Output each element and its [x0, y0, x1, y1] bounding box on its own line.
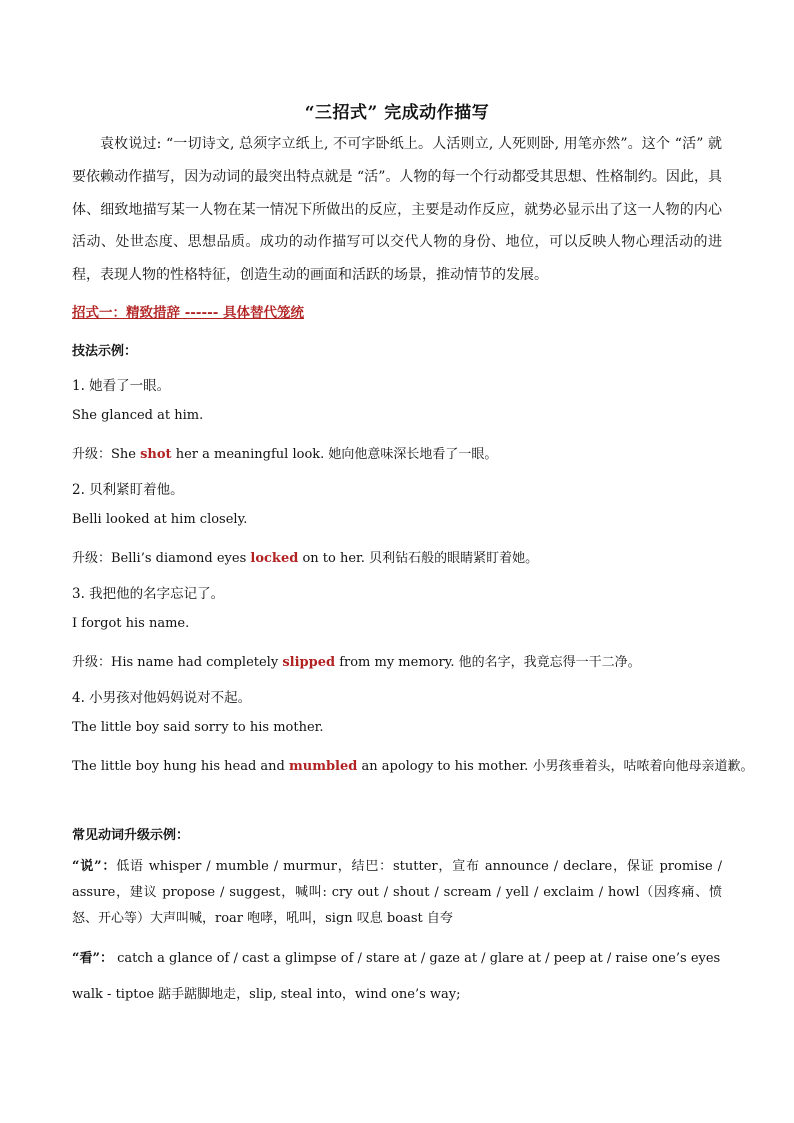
upgrade-suffix: her a meaningful look. 她向他意味深长地看了一眼。: [171, 447, 498, 462]
example-4-english: The little boy said sorry to his mother.: [72, 720, 324, 735]
example-4-chinese: 4. 小男孩对他妈妈说对不起。: [72, 690, 252, 706]
look-label: “看”：: [72, 951, 113, 966]
example-2-upgrade: [72, 547, 722, 566]
upgrade-prefix: The little boy hung his head and: [72, 759, 289, 774]
example-3-english: I forgot his name.: [72, 616, 190, 631]
examples-heading: 技法示例：: [72, 344, 138, 359]
upgrade-prefix: 升级：Belli’s diamond eyes: [72, 551, 251, 566]
upgrade-prefix: 升级：His name had completely: [72, 655, 283, 670]
example-3-upgrade: [72, 651, 722, 670]
say-label: “说”：: [72, 859, 117, 874]
example-1-upgrade: [72, 443, 722, 462]
upgrade-suffix: an apology to his mother. 小男孩垂着头，咕哝着向他母亲道歉。: [357, 759, 754, 774]
walk-verbs-line: walk - tiptoe 踮手踮脚地走，slip, steal into，wind one’s way;: [72, 987, 461, 1002]
example-2-english: Belli looked at him closely.: [72, 512, 248, 527]
say-text: 低语 whisper / mumble / murmur，结巴：stutter，宣布 announce / declare，保证 promise / assure，建议 propose / suggest，喊叫: cry out / shout / scream / yell / exclaim / howl（因疼痛、愤怒、开心等）大声叫喊，roar 咆哮，吼叫，sign 叹息 boast 自夸: [72, 859, 722, 926]
example-4-upgrade: [72, 755, 754, 774]
section-heading-1: 招式一：精致措辞 ------ 具体替代笼统: [72, 305, 305, 321]
highlight-verb: shot: [140, 447, 172, 462]
look-text: catch a glance of / cast a glimpse of / stare at / gaze at / glare at / peep at / raise one’s eyes: [112, 951, 721, 966]
highlight-verb: slipped: [282, 655, 336, 670]
upgrade-suffix: from my memory. 他的名字，我竟忘得一干二净。: [335, 655, 641, 670]
example-1-chinese: 1. 她看了一眼。: [72, 378, 171, 394]
page-title: “三招式” 完成动作描写: [304, 103, 490, 123]
look-verbs-line: [72, 947, 722, 966]
highlight-verb: locked: [250, 551, 299, 566]
example-1-english: She glanced at him.: [72, 408, 204, 423]
intro-paragraph: 袁枚说过: “一切诗文, 总须字立纸上, 不可字卧纸上。人活则立, 人死则卧, 用笔亦然”。这个 “活” 就要依赖动作描写，因为动词的最突出特点就是 “活”。人物的每一个行动都受其思想、性格制约。因此，具体、细致地描写某一人物在某一情况下所做出的反应，主要是动作反应，就势必显示出了这一人物的内心活动、处世态度、思想品质。成功的动作描写可以交代人物的身份、地位，可以反映人物心理活动的进程，表现人物的性格特征，创造生动的画面和活跃的场景，推动情节的发展。: [72, 136, 722, 284]
common-verbs-heading: 常见动词升级示例：: [72, 828, 190, 843]
upgrade-prefix: 升级：She: [72, 447, 141, 462]
example-2-chinese: 2. 贝利紧盯着他。: [72, 482, 184, 498]
example-3-chinese: 3. 我把他的名字忘记了。: [72, 586, 225, 602]
say-verbs-paragraph: [72, 854, 722, 932]
upgrade-suffix: on to her. 贝利钻石般的眼睛紧盯着她。: [298, 551, 539, 566]
highlight-verb: mumbled: [289, 759, 358, 774]
